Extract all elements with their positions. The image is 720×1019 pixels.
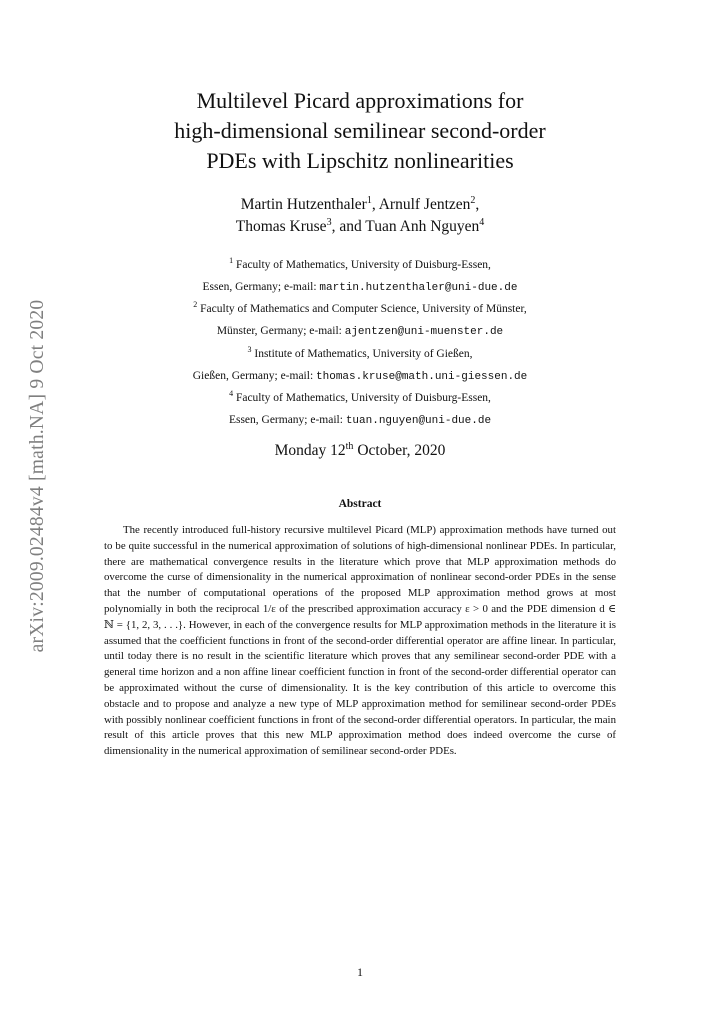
affiliation-mark: 4: [229, 389, 234, 399]
paper-title: [0, 86, 720, 176]
author-list: [0, 194, 720, 238]
author-separator: ,: [371, 196, 379, 213]
date-rest: October, 2020: [353, 442, 446, 459]
author-separator: , and: [331, 218, 366, 235]
affiliation-institution: Faculty of Mathematics and Computer Science, University of Münster,: [200, 303, 527, 316]
affiliation-list: [0, 255, 720, 433]
affiliation-line: [0, 321, 720, 344]
author-line: [0, 216, 720, 238]
title-line: PDEs with Lipschitz nonlinearities: [206, 148, 514, 173]
author-name: Martin Hutzenthaler: [240, 196, 367, 213]
affiliation-email: ajentzen@uni-muenster.de: [344, 326, 504, 339]
affiliation-mark: 2: [193, 300, 198, 310]
affiliation-institution: Institute of Mathematics, University of Gießen,: [254, 347, 473, 360]
page-number: 1: [357, 965, 363, 979]
author-name: Tuan Anh Nguyen: [365, 218, 480, 235]
affiliation-mark: 3: [247, 344, 252, 354]
author-name: Arnulf Jentzen: [378, 196, 471, 213]
author-affiliation-mark: 2: [470, 195, 476, 206]
arxiv-identifier-stamp: arXiv:2009.02484v4 [math.NA] 9 Oct 2020: [27, 299, 48, 653]
affiliation-line: [0, 388, 720, 410]
abstract-body: The recently introduced full-history recursive multilevel Picard (MLP) approximation methods have turned out to be quite successful in the numerical approximation of solutions of high-dimensional nonlinear PDEs. In particular, there are mathematical convergence results in the literature which prove that MLP approximation methods do overcome the curse of dimensionality in the numerical approximation of nonlinear second-order PDEs in the sense that the number of computational operations of the proposed MLP approximation method grows at most polynomially in both the reciprocal 1/ε of the prescribed approximation accuracy ε > 0 and the PDE dimension d ∈ ℕ = {1, 2, 3, . . .}. However, in each of the convergence results for MLP approximation methods in the literature it is assumed that the coefficient functions in front of the second-order differential operator are affine linear. In particular, until today there is no result in the scientific literature which proves that any semilinear second-order PDE with a general time horizon and a non affine linear coefficient function in front of the second-order differential operator can be approximated without the curse of dimensionality. It is the key contribution of this article to overcome this obstacle and to propose and analyze a new type of MLP approximation method for semilinear second-order PDEs with possibly nonlinear coefficient functions in front of the second-order differential operators. In particular, the main result of this article proves that this new MLP approximation method does indeed overcome the curse of dimensionality in the numerical approximation of semilinear second-order PDEs.: [104, 524, 616, 758]
author-affiliation-mark: 3: [326, 217, 332, 228]
affiliation-location: Essen, Germany; e-mail:: [202, 280, 320, 293]
abstract-heading: Abstract: [338, 498, 382, 510]
affiliation-email: thomas.kruse@math.uni-giessen.de: [316, 370, 528, 383]
affiliation-line: [0, 277, 720, 300]
affiliation-line: [0, 255, 720, 277]
author-line: [0, 194, 720, 216]
affiliation-email: tuan.nguyen@uni-due.de: [345, 414, 492, 427]
author-separator: ,: [475, 196, 480, 213]
author-affiliation-mark: 4: [479, 217, 485, 228]
date-prefix: Monday 12: [274, 442, 346, 459]
affiliation-location: Gießen, Germany; e-mail:: [192, 369, 317, 382]
author-affiliation-mark: 1: [366, 195, 372, 206]
affiliation-line: [0, 366, 720, 389]
affiliation-line: [0, 299, 720, 321]
affiliation-location: Essen, Germany; e-mail:: [228, 413, 346, 426]
affiliation-line: [0, 344, 720, 366]
date-ordinal-suffix: th: [345, 441, 354, 452]
affiliation-email: martin.hutzenthaler@uni-due.de: [319, 281, 518, 294]
affiliation-institution: Faculty of Mathematics, University of Duisburg-Essen,: [235, 259, 491, 271]
author-name: Thomas Kruse: [235, 218, 327, 235]
title-line: high-dimensional semilinear second-order: [174, 118, 546, 143]
affiliation-mark: 1: [229, 256, 234, 265]
title-line: Multilevel Picard approximations for: [196, 88, 524, 113]
paper-date: [0, 440, 720, 462]
affiliation-location: Münster, Germany; e-mail:: [216, 325, 345, 338]
affiliation-institution: Faculty of Mathematics, University of Duisburg-Essen,: [235, 392, 491, 405]
affiliation-line: [0, 410, 720, 433]
